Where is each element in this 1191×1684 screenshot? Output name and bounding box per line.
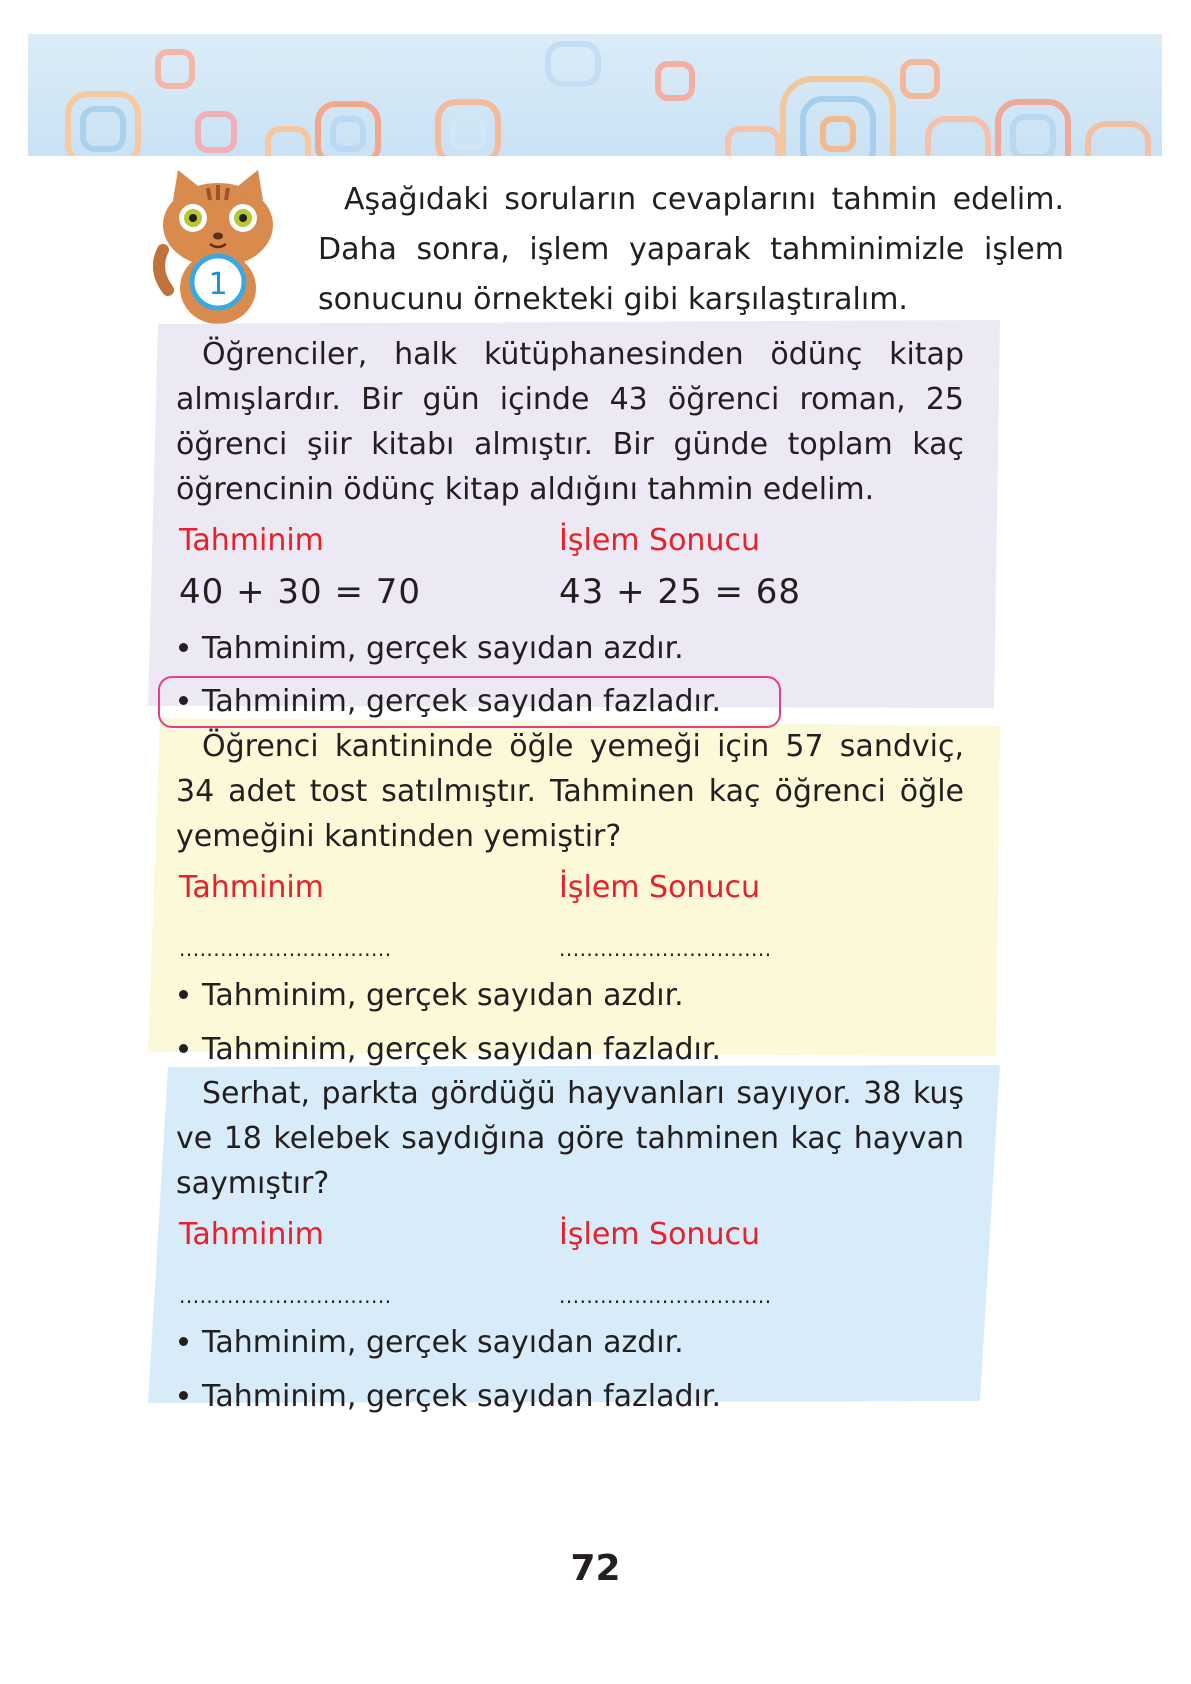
problem-question: Serhat, parkta gördüğü hayvanları sayıyor. 38 kuş ve 18 kelebek saydığına göre tahminen kaç hayvan saymıştır?	[176, 1076, 964, 1201]
step-badge-number: 1	[208, 267, 228, 302]
problem-question: Öğrenciler, halk kütüphanesinden ödünç kitap almışlardır. Bir gün içinde 43 öğrenci roman, 25 öğrenci şiir kitabı almıştır. Bir günde toplam kaç öğrencinin ödünç kitap aldığını tahmin edelim.	[176, 337, 964, 507]
cat-mascot	[148, 170, 288, 330]
option-less[interactable]	[148, 969, 1000, 1023]
result-equation: 43 + 25 = 68	[559, 572, 801, 612]
option-less[interactable]	[148, 1316, 1000, 1370]
cat-illustration	[148, 170, 288, 330]
problem-question: Öğrenci kantininde öğle yemeği için 57 sandviç, 34 adet tost satılmıştır. Tahminen kaç öğrenci öğle yemeğini kantinden yemiştir?	[176, 729, 964, 854]
option-text: Tahminim, gerçek sayıdan azdır.	[202, 978, 684, 1013]
bullet-icon	[179, 696, 188, 705]
option-more[interactable]	[148, 1370, 1000, 1424]
estimate-label: Tahminim	[179, 523, 324, 558]
estimate-label: Tahminim	[179, 1217, 324, 1252]
option-text: Tahminim, gerçek sayıdan fazladır.	[202, 1379, 721, 1414]
result-blank[interactable]: ...............................	[559, 1284, 772, 1308]
result-label: İşlem Sonucu	[559, 870, 760, 905]
result-label: İşlem Sonucu	[559, 1217, 760, 1252]
option-text: Tahminim, gerçek sayıdan azdır.	[202, 1325, 684, 1360]
bullet-icon	[179, 1337, 188, 1346]
estimate-equation: 40 + 30 = 70	[179, 572, 421, 612]
estimate-label: Tahminim	[179, 870, 324, 905]
option-text: Tahminim, gerçek sayıdan azdır.	[202, 631, 684, 666]
instruction-text	[318, 175, 1064, 325]
result-blank[interactable]: ...............................	[559, 937, 772, 961]
option-text: Tahminim, gerçek sayıdan fazladır.	[202, 684, 721, 719]
header-banner	[28, 34, 1162, 156]
bullet-icon	[179, 990, 188, 999]
problem-card-1	[148, 320, 1000, 719]
bullet-icon	[179, 643, 188, 652]
decorative-squares-pattern	[28, 34, 1162, 156]
option-less[interactable]	[148, 622, 1000, 676]
option-text: Tahminim, gerçek sayıdan fazladır.	[202, 1032, 721, 1067]
problem-card-3	[148, 1065, 1000, 1414]
problem-card-2	[148, 718, 1000, 1067]
bullet-icon	[179, 1044, 188, 1053]
page-number: 72	[570, 1548, 621, 1589]
instruction-paragraph: Aşağıdaki soruların cevaplarını tahmin edelim. Daha sonra, işlem yaparak tahminimizle işlem sonucunu örnekteki gibi karşılaştıralım.	[318, 182, 1064, 317]
estimate-blank[interactable]: ...............................	[179, 1284, 392, 1308]
bullet-icon	[179, 1391, 188, 1400]
result-label: İşlem Sonucu	[559, 523, 760, 558]
estimate-blank[interactable]: ...............................	[179, 937, 392, 961]
